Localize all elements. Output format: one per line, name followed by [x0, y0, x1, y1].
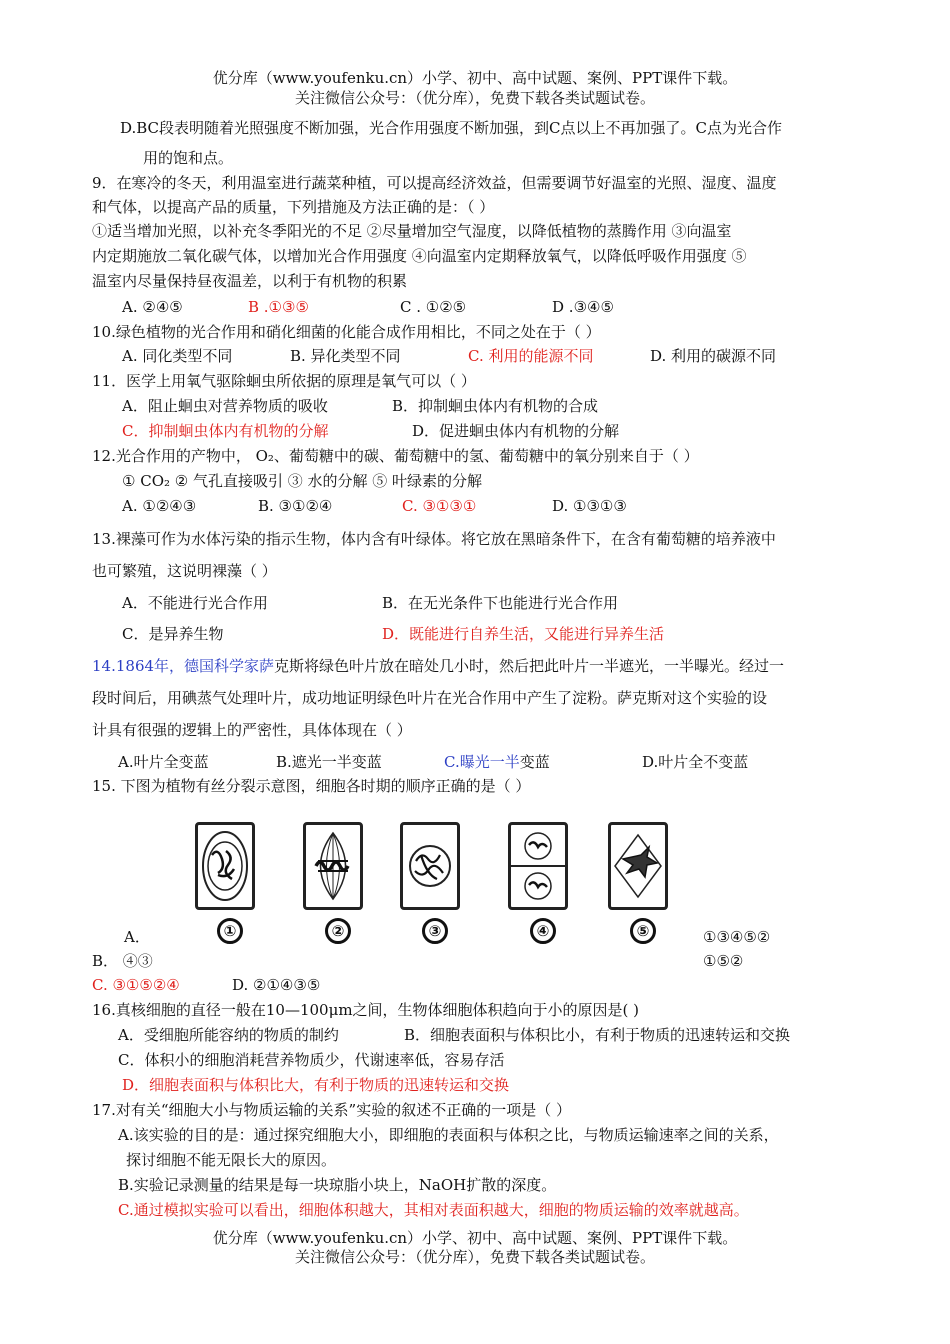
q13-option-a: A．不能进行光合作用: [122, 594, 268, 612]
q12-option-d: D. ①③①③: [552, 497, 627, 515]
header-line-2: 关注微信公众号：（优分库），免费下载各类试题试卷。: [294, 89, 655, 107]
q11-option-c: C．抑制蛔虫体内有机物的分解: [122, 422, 329, 440]
q10-option-a: A. 同化类型不同: [122, 347, 233, 365]
cell-3-nucleus-icon: [403, 825, 457, 907]
q14-stem-line-2: 段时间后，用碘蒸气处理叶片，成功地证明绿色叶片在光合作用中产生了淀粉。萨克斯对这个实验的设: [92, 689, 768, 707]
q15-option-a-value: ①③④⑤②: [703, 928, 771, 946]
cell-diagram-5: [608, 822, 668, 910]
q15-option-d: D. ②①④③⑤: [232, 976, 321, 994]
figure-label-5: ⑤: [630, 918, 656, 944]
figure-label-4: ④: [530, 918, 556, 944]
q17-stem: 17.对有关“细胞大小与物质运输的关系”实验的叙述不正确的一项是（ ）: [92, 1101, 571, 1119]
q13-option-b: B．在无光条件下也能进行光合作用: [382, 594, 619, 612]
q15-option-a-label: A．: [124, 928, 150, 946]
q9-stem-line-3: ①适当增加光照，以补充冬季阳光的不足 ②尽量增加空气湿度，以降低植物的蒸腾作用 ③向温室: [92, 222, 732, 240]
q16-stem: 16.真核细胞的直径一般在10—100μm之间，生物体细胞体积趋向于小的原因是( ): [92, 1001, 640, 1019]
cell-5-metaphase-icon: [611, 825, 665, 907]
q17-option-a-line-1: A.该实验的目的是：通过探究细胞大小，即细胞的表面积与体积之比，与物质运输速率之间的关系，: [118, 1126, 779, 1144]
q16-option-c: C．体积小的细胞消耗营养物质少，代谢速率低，容易存活: [118, 1051, 505, 1069]
q12-option-a: A. ①②④③: [122, 497, 197, 515]
q11-option-b: B．抑制蛔虫体内有机物的合成: [392, 397, 599, 415]
q9-option-d: D .③④⑤: [552, 298, 614, 316]
q9-stem-line-2: 和气体，以提高产品的质量，下列措施及方法正确的是：（ ）: [92, 198, 495, 216]
q12-option-b: B. ③①②④: [258, 497, 333, 515]
q14-stem-line-1: [92, 656, 784, 676]
q15-option-b-label: B． ④③: [92, 952, 153, 970]
q17-option-c: C.通过模拟实验可以看出，细胞体积越大，其相对表面积越大，细胞的物质运输的效率就越高。: [118, 1201, 749, 1219]
q14-stem-line-3: 计具有很强的逻辑上的严密性，具体体现在（ ）: [92, 721, 412, 739]
q10-stem: 10.绿色植物的光合作用和硝化细菌的化能合成作用相比，不同之处在于（ ）: [92, 323, 601, 341]
q11-option-d: D．促进蛔虫体内有机物的分解: [412, 422, 620, 440]
q16-option-a: A．受细胞所能容纳的物质的制约: [118, 1026, 339, 1044]
q14-stem-highlight: 14.1864年，德国科学家萨: [92, 657, 275, 675]
q14-option-c-highlight: C.曝光一半: [444, 753, 520, 771]
q11-stem: 11．医学上用氧气驱除蛔虫所依据的原理是氧气可以（ ）: [92, 372, 476, 390]
footer-line-2: 关注微信公众号：（优分库），免费下载各类试题试卷。: [294, 1248, 655, 1266]
q9-option-b: B .①③⑤: [248, 298, 309, 316]
q13-option-c: C．是异养生物: [122, 625, 224, 643]
q10-option-b: B. 异化类型不同: [290, 347, 401, 365]
q14-option-a: A.叶片全变蓝: [118, 753, 209, 771]
footer-line-1: 优分库（www.youfenku.cn）小学、初中、高中试题、案例、PPT课件下载。: [212, 1229, 738, 1247]
q9-option-c: C . ①②⑤: [400, 298, 467, 316]
q17-option-b: B.实验记录测量的结果是每一块琼脂小块上，NaOH扩散的深度。: [118, 1176, 557, 1194]
q12-option-c: C. ③①③①: [402, 497, 477, 515]
q9-stem-line-4: 内定期施放二氧化碳气体，以增加光合作用强度 ④向温室内定期释放氧气，以降低呼吸作用强度 ⑤: [92, 247, 747, 265]
cell-diagram-4: [508, 822, 568, 910]
q13-stem-line-1: 13.裸藻可作为水体污染的指示生物，体内含有叶绿体。将它放在黑暗条件下，在含有葡萄糖的培养液中: [92, 530, 776, 548]
q14-option-b: B.遮光一半变蓝: [276, 753, 382, 771]
header-line-1: 优分库（www.youfenku.cn）小学、初中、高中试题、案例、PPT课件下载。: [212, 69, 738, 87]
q15-stem: 15. 下图为植物有丝分裂示意图，细胞各时期的顺序正确的是（ ）: [92, 777, 531, 795]
q11-option-a: A．阻止蛔虫对营养物质的吸收: [122, 397, 328, 415]
cell-diagram-3: [400, 822, 460, 910]
figure-label-2: ②: [325, 918, 351, 944]
figure-label-3: ③: [422, 918, 448, 944]
q13-option-d: D．既能进行自养生活，又能进行异养生活: [382, 625, 665, 643]
q8-option-d-line-2: 用的饱和点。: [143, 149, 234, 167]
figure-label-1: ①: [217, 918, 243, 944]
q17-option-a-line-2: 探讨细胞不能无限长大的原因。: [126, 1151, 337, 1169]
q9-stem-line-5: 温室内尽量保持昼夜温差，以利于有机物的积累: [92, 272, 408, 290]
q9-stem-line-1: 9．在寒冷的冬天，利用温室进行蔬菜种植，可以提高经济效益，但需要调节好温室的光照、湿度、温度: [92, 174, 777, 192]
cell-2-spindle-icon: [306, 825, 360, 907]
cell-4-daughter-cells-icon: [511, 825, 565, 907]
q12-choices: ① CO₂ ② 气孔直接吸引 ③ 水的分解 ⑤ 叶绿素的分解: [122, 472, 483, 490]
q16-option-d: D．细胞表面积与体积比大，有利于物质的迅速转运和交换: [122, 1076, 510, 1094]
q14-stem-rest: 克斯将绿色叶片放在暗处几小时，然后把此叶片一半遮光，一半曝光。经过一: [274, 657, 785, 675]
q13-stem-line-2: 也可繁殖，这说明裸藻（ ）: [92, 562, 277, 580]
q14-option-c: [444, 752, 550, 772]
q10-option-d: D. 利用的碳源不同: [650, 347, 777, 365]
q14-option-d: D.叶片全不变蓝: [642, 753, 749, 771]
q15-option-b-value: ①⑤②: [703, 952, 744, 970]
q16-option-b: B．细胞表面积与体积比小，有利于物质的迅速转运和交换: [404, 1026, 791, 1044]
q10-option-c: C. 利用的能源不同: [468, 347, 594, 365]
q14-option-c-rest: 变蓝: [519, 753, 550, 771]
q15-option-c: C. ③①⑤②④: [92, 976, 180, 994]
cell-diagram-2: [303, 822, 363, 910]
cell-diagram-1: [195, 822, 255, 910]
cell-1-chromosomes-icon: [198, 825, 252, 907]
q8-option-d-line-1: D.BC段表明随着光照强度不断加强，光合作用强度不断加强，到C点以上不再加强了。C点为光合作: [120, 119, 782, 137]
q9-option-a: A. ②④⑤: [122, 298, 183, 316]
q12-stem: 12.光合作用的产物中， O₂、葡萄糖中的碳、葡萄糖中的氢、葡萄糖中的氧分别来自于（ ）: [92, 447, 699, 465]
